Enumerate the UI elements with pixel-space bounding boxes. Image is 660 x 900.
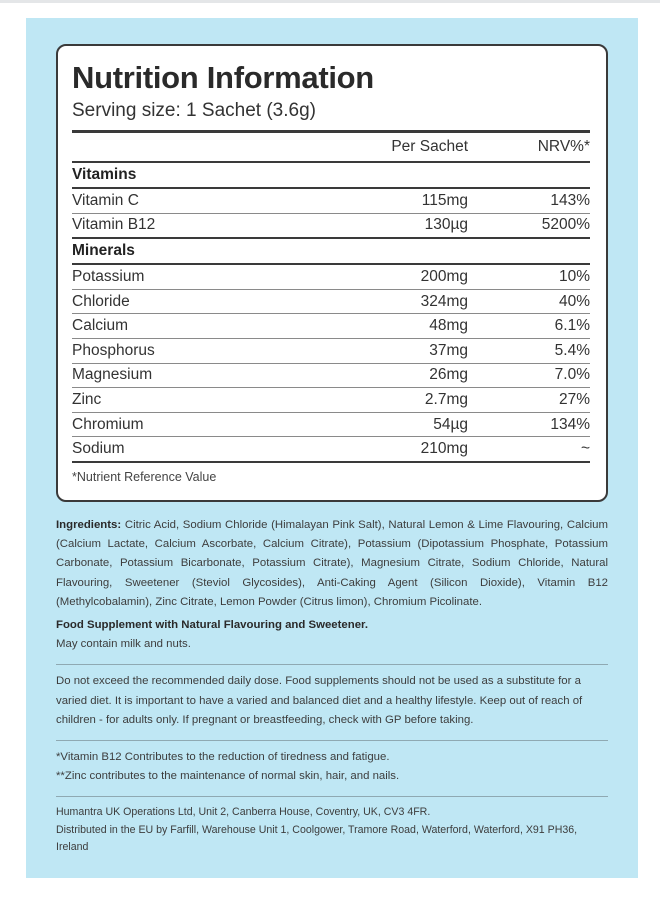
nutrient-nrv: 143% [550,191,590,209]
eu-distributor: Distributed in the EU by Farfill, Warehouse Unit 1, Coolgower, Tramore Road, Waterford, Waterford, X91 PH36, Ireland [56,823,578,854]
nutrient-per: 2.7mg [424,390,468,408]
ingredients-label: Ingredients: [56,519,122,531]
nutrient-per: 115mg [421,191,468,209]
nutrient-name: Zinc [72,390,102,408]
column-header-per-sachet: Per Sachet [391,138,468,155]
nutrient-nrv: ~ [580,440,590,458]
nutrient-per: 37mg [429,341,468,359]
warning-text: Do not exceed the recommended daily dose. Food supplements should not be used as a substitute for a varied diet. It is important to have a varied and balanced diet and a healthy lifestyle. Keep out of reach of children - for adults only. If pregnant or breastfeeding, check with GP before taking. [56,675,583,726]
column-header-nrv: NRV%* [537,138,590,155]
nutrient-per: 210mg [420,440,468,458]
nutrient-name: Potassium [72,267,145,285]
nutrition-table-card [56,44,608,502]
section-divider [56,664,608,665]
claim-b12: *Vitamin B12 Contributes to the reduction of tiredness and fatigue. [56,751,390,764]
nutrient-row [72,388,590,412]
label-panel [26,18,638,878]
nutrient-name: Magnesium [72,366,153,384]
company-address: Humantra UK Operations Ltd, Unit 2, Canberra House, Coventry, UK, CV3 4FR. [56,806,431,819]
ingredients-text: Citric Acid, Sodium Chloride (Himalayan Pink Salt), Natural Lemon & Lime Flavouring, Calcium (Calcium Lactate, Calcium Ascorbate, Calcium Citrate), Potassium (Dipotassium Phosphate, Potassium Carbonate, Potassium Bicarbonate, Potassium Citrate), Magnesium Citrate, Sodium Chloride, Natural Flavouring, Sweetener (Steviol Glycosides), Anti-Caking Agent (Silicon Dioxide), Vitamin B12 (Methylcobalamin), Zinc Citrate, Lemon Powder (Citrus limon), Chromium Picolinate. [56,519,608,608]
nutrient-row [72,437,590,461]
nutrient-nrv: 7.0% [554,366,590,384]
section-divider [56,796,608,797]
section-heading: Minerals [72,242,135,260]
nutrient-per: 130µg [424,216,468,234]
nutrition-title: Nutrition Information [72,60,374,95]
nutrient-nrv: 5200% [541,216,590,234]
nutrient-row [72,265,590,289]
nutrient-row [72,189,590,213]
nutrient-name: Vitamin C [72,191,139,209]
nutrient-name: Chloride [72,292,130,310]
nutrient-nrv: 10% [558,267,590,285]
nutrient-row [72,290,590,314]
top-divider [0,0,660,3]
nutrient-name: Calcium [72,317,128,335]
nutrient-name: Sodium [72,440,125,458]
nutrient-per: 54µg [433,415,468,433]
nutrient-nrv: 27% [558,390,590,408]
serving-size: Serving size: 1 Sachet (3.6g) [72,100,316,121]
product-info [56,516,608,857]
claim-zinc: **Zinc contributes to the maintenance of normal skin, hair, and nails. [56,770,400,783]
nutrient-row [72,339,590,363]
nutrient-nrv: 134% [550,415,590,433]
nutrient-per: 200mg [420,267,468,285]
ingredients-paragraph [56,516,608,612]
section-heading: Vitamins [72,166,137,183]
nutrient-row [72,413,590,437]
nutrient-per: 48mg [429,317,468,335]
nutrient-row [72,314,590,338]
nutrient-nrv: 5.4% [554,341,590,359]
nutrient-nrv: 40% [558,292,590,310]
nutrition-table-body [72,163,590,461]
supplement-title: Food Supplement with Natural Flavouring and Sweetener. [56,619,369,632]
section-divider [56,740,608,741]
nutrient-row [72,214,590,238]
allergen-notice: May contain milk and nuts. [56,638,191,651]
nutrient-name: Vitamin B12 [72,216,156,234]
nutrient-per: 26mg [429,366,468,384]
column-header-row [72,133,590,161]
nutrient-nrv: 6.1% [554,317,590,335]
nutrient-per: 324mg [420,292,468,310]
nutrient-name: Phosphorus [72,341,155,359]
nutrient-row [72,364,590,388]
nutrient-name: Chromium [72,415,144,433]
nrv-footnote: *Nutrient Reference Value [72,469,217,484]
